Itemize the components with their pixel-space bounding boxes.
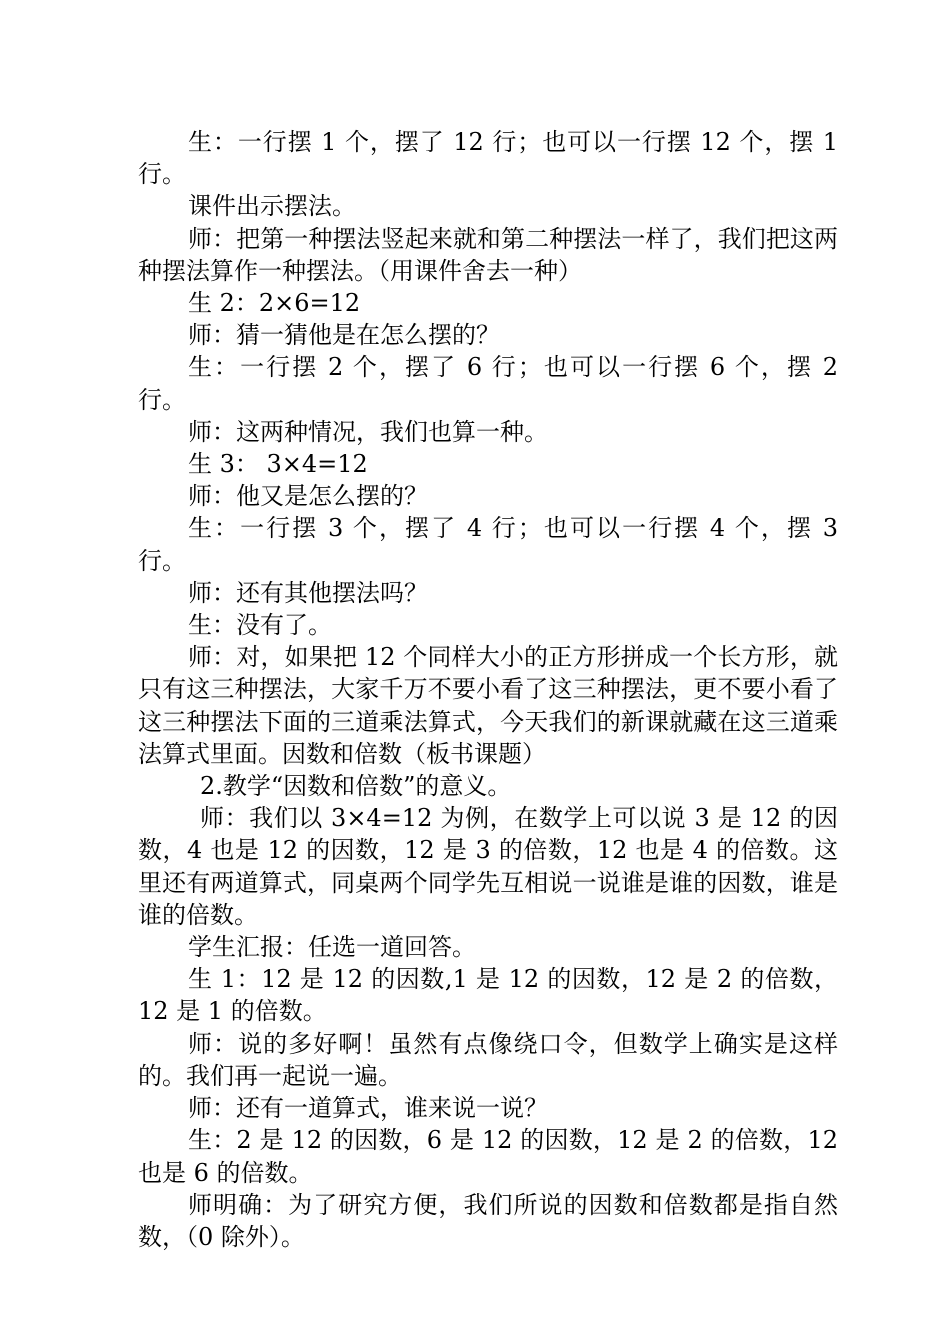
paragraph: 课件出示摆法。 [188, 192, 356, 221]
paragraph: 生：一行摆 1 个，摆了 12 行；也可以一行摆 12 个，摆 1 行。 [138, 128, 838, 189]
paragraph: 师：这两种情况，我们也算一种。 [188, 417, 548, 446]
paragraph: 师：我们以 3×4=12 为例，在数学上可以说 3 是 12 的因数，4 也是 12 的因数，12 是 3 的倍数，12 也是 4 的倍数。这里还有两道算式，同桌两个同学先互相说一说谁是谁的因数，谁是谁的倍数。 [138, 804, 838, 929]
paragraph: 生：一行摆 2 个，摆了 6 行；也可以一行摆 6 个，摆 2 行。 [138, 353, 838, 414]
paragraph: 生：一行摆 3 个，摆了 4 行；也可以一行摆 4 个，摆 3 行。 [138, 514, 838, 575]
paragraph: 师：还有一道算式，谁来说一说？ [188, 1094, 548, 1123]
paragraph: 师：猜一猜他是在怎么摆的？ [188, 321, 500, 350]
paragraph: 生 3： 3×4=12 [188, 450, 368, 479]
paragraph: 生 1：12 是 12 的因数,1 是 12 的因数，12 是 2 的倍数，12 是 1 的倍数。 [138, 965, 838, 1026]
paragraph: 师：还有其他摆法吗？ [188, 578, 428, 607]
paragraph: 生 2：2×6=12 [188, 289, 361, 318]
paragraph: 师：他又是怎么摆的？ [188, 482, 428, 511]
paragraph: 师明确：为了研究方便，我们所说的因数和倍数都是指自然数，（0 除外）。 [138, 1190, 838, 1251]
paragraph: 师：把第一种摆法竖起来就和第二种摆法一样了，我们把这两种摆法算作一种摆法。（用课件舍去一种） [138, 224, 838, 285]
paragraph: 师：对，如果把 12 个同样大小的正方形拼成一个长方形，就只有这三种摆法，大家千万不要小看了这三种摆法，更不要小看了这三种摆法下面的三道乘法算式，今天我们的新课就藏在这三道乘法算式里面。因数和倍数（板书课题） [138, 643, 838, 768]
paragraph: 学生汇报：任选一道回答。 [188, 933, 476, 962]
section-heading: 2.教学“因数和倍数”的意义。 [200, 772, 512, 801]
paragraph: 生：2 是 12 的因数，6 是 12 的因数，12 是 2 的倍数，12 也是 6 的倍数。 [138, 1126, 838, 1187]
paragraph: 师：说的多好啊！虽然有点像绕口令，但数学上确实是这样的。我们再一起说一遍。 [138, 1029, 838, 1090]
document-body [138, 126, 838, 1253]
paragraph: 生：没有了。 [188, 611, 332, 640]
